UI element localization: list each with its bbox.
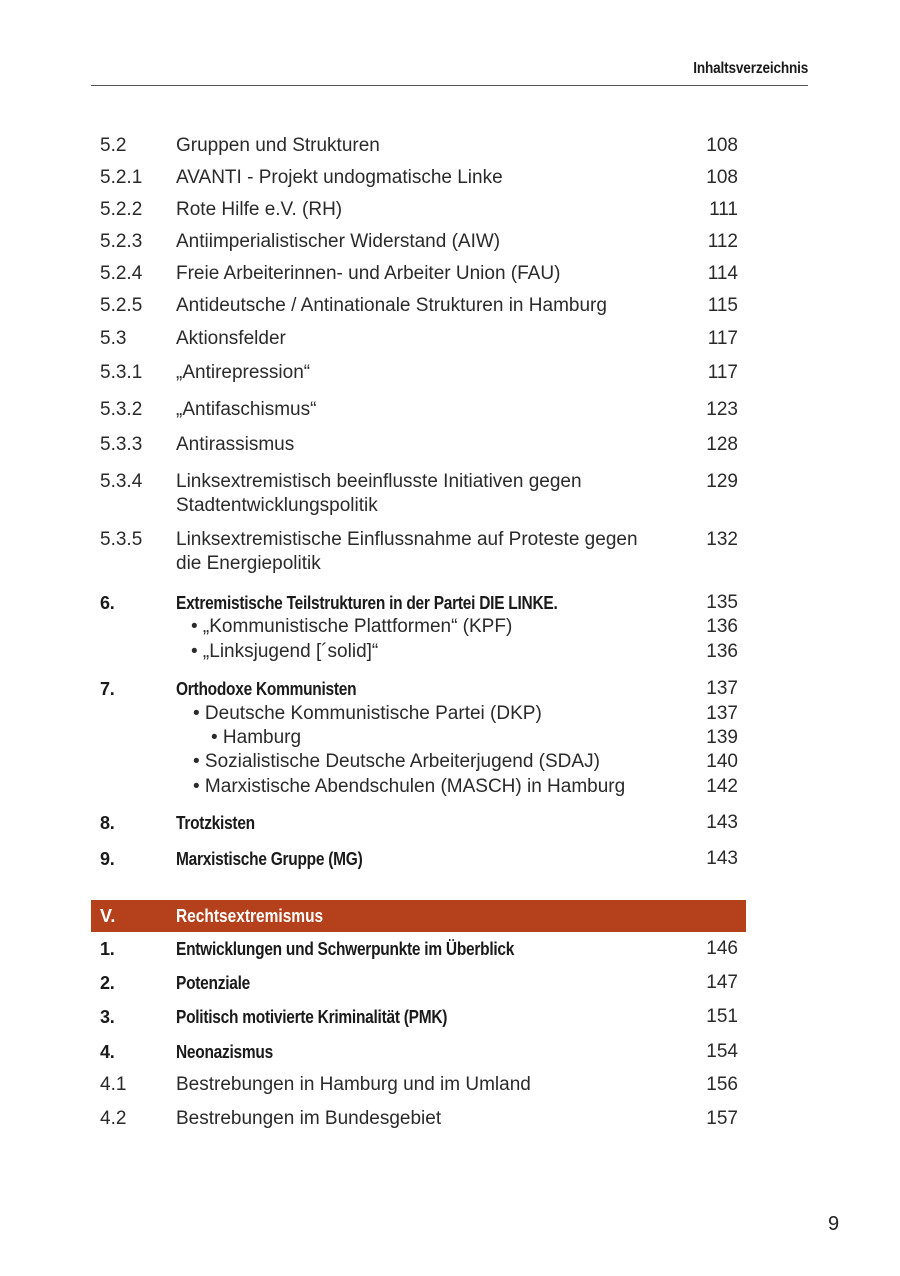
chapter-page: 154 [706, 1041, 738, 1062]
entry-number: 4.1 [100, 1074, 127, 1095]
subitem-page: 140 [706, 751, 738, 772]
entry-number: 5.2.3 [100, 231, 143, 252]
chapter-number: 3. [100, 1007, 115, 1027]
chapter-title: Entwicklungen und Schwerpunkte im Überblick [176, 939, 515, 959]
entry-number: 4.2 [100, 1108, 127, 1129]
entry-page: 114 [707, 263, 738, 284]
header-divider [91, 85, 808, 86]
entry-title: Gruppen und Strukturen [176, 135, 380, 156]
entry-title: Bestrebungen im Bundesgebiet [176, 1108, 442, 1129]
chapter-title: Orthodoxe Kommunisten [176, 679, 357, 699]
entry-title: Rote Hilfe e.V. (RH) [176, 199, 343, 220]
entry-title: „Antirepression“ [176, 362, 311, 383]
chapter-number: 1. [100, 939, 115, 959]
entry-number: 5.2 [100, 135, 127, 156]
entry-page: 156 [706, 1074, 738, 1095]
entry-title: Bestrebungen in Hamburg und im Umland [176, 1074, 531, 1095]
chapter-page: 135 [706, 592, 738, 613]
entry-page: 132 [706, 529, 738, 550]
entry-title: „Antifaschismus“ [176, 399, 317, 420]
running-header-title: Inhaltsverzeichnis [693, 60, 808, 77]
entry-page: 128 [706, 434, 738, 455]
chapter-number: 7. [100, 679, 115, 699]
entry-number: 5.3.4 [100, 471, 143, 492]
entry-page: 117 [707, 362, 738, 383]
subitem-page: 139 [706, 727, 738, 748]
entry-page: 115 [707, 295, 738, 316]
entry-title: Freie Arbeiterinnen- und Arbeiter Union (FAU) [176, 263, 561, 284]
entry-title-line2: die Energiepolitik [176, 553, 321, 574]
subitem-page: 136 [706, 641, 738, 662]
subitem-title: • „Linksjugend [´solid]“ [191, 641, 379, 662]
subitem-title: • Deutsche Kommunistische Partei (DKP) [193, 703, 542, 724]
entry-title: Antiimperialistischer Widerstand (AIW) [176, 231, 501, 252]
entry-number: 5.3.2 [100, 399, 143, 420]
chapter-number: 4. [100, 1042, 115, 1062]
entry-page: 117 [707, 328, 738, 349]
entry-number: 5.3.5 [100, 529, 143, 550]
chapter-number: 2. [100, 973, 115, 993]
chapter-title: Politisch motivierte Kriminalität (PMK) [176, 1007, 448, 1027]
subitem-page: 142 [706, 776, 738, 797]
entry-page: 108 [706, 135, 738, 156]
chapter-number: 9. [100, 849, 115, 869]
entry-title: Antirassismus [176, 434, 295, 455]
chapter-page: 143 [706, 812, 738, 833]
entry-page: 111 [709, 199, 738, 220]
entry-title-line2: Stadtentwicklungspolitik [176, 495, 378, 516]
entry-number: 5.2.2 [100, 199, 143, 220]
subitem-title: • „Kommunistische Plattformen“ (KPF) [191, 616, 513, 637]
entry-title: Antideutsche / Antinationale Strukturen in Hamburg [176, 295, 607, 316]
chapter-page: 137 [706, 678, 738, 699]
entry-number: 5.2.1 [100, 167, 143, 188]
section-number: V. [100, 906, 116, 926]
chapter-page: 143 [706, 848, 738, 869]
entry-title: Linksextremistisch beeinflusste Initiativen gegen [176, 471, 582, 492]
subitem-page: 136 [706, 616, 738, 637]
entry-title: Aktionsfelder [176, 328, 286, 349]
entry-page: 112 [707, 231, 738, 252]
section-title: Rechtsextremismus [176, 906, 324, 926]
entry-number: 5.2.4 [100, 263, 143, 284]
subitem-page: 137 [706, 703, 738, 724]
entry-number: 5.2.5 [100, 295, 143, 316]
entry-number: 5.3 [100, 328, 127, 349]
entry-page: 157 [706, 1108, 738, 1129]
chapter-page: 147 [706, 972, 738, 993]
entry-title: Linksextremistische Einflussnahme auf Proteste gegen [176, 529, 638, 550]
entry-page: 123 [706, 399, 738, 420]
entry-number: 5.3.3 [100, 434, 143, 455]
entry-page: 129 [706, 471, 738, 492]
subitem-title: • Sozialistische Deutsche Arbeiterjugend (SDAJ) [193, 751, 600, 772]
section-heading-v[interactable] [91, 900, 746, 932]
chapter-title: Potenziale [176, 973, 250, 993]
page-number: 9 [828, 1213, 840, 1235]
entry-number: 5.3.1 [100, 362, 143, 383]
subitem-title: • Marxistische Abendschulen (MASCH) in Hamburg [193, 776, 626, 797]
chapter-page: 151 [706, 1006, 738, 1027]
subitem-title: • Hamburg [211, 727, 302, 748]
chapter-title: Extremistische Teilstrukturen in der Partei DIE LINKE. [176, 593, 558, 613]
entry-title: AVANTI - Projekt undogmatische Linke [176, 167, 503, 188]
chapter-number: 6. [100, 593, 115, 613]
chapter-number: 8. [100, 813, 115, 833]
entry-page: 108 [706, 167, 738, 188]
chapter-title: Marxistische Gruppe (MG) [176, 849, 363, 869]
chapter-title: Neonazismus [176, 1042, 273, 1062]
chapter-page: 146 [706, 938, 738, 959]
chapter-title: Trotzkisten [176, 813, 255, 833]
